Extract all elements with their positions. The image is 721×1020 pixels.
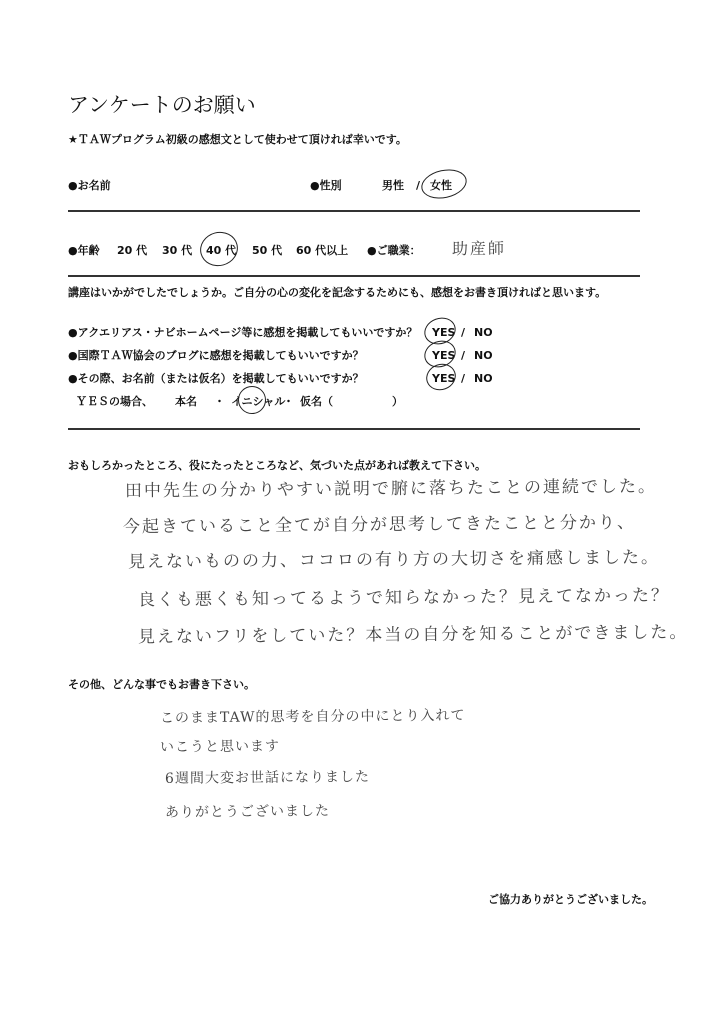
divider bbox=[68, 210, 640, 212]
other-line[interactable]: 6週間大変お世話になりました bbox=[164, 769, 370, 787]
gender-option-female[interactable]: 女性 bbox=[430, 179, 452, 192]
feedback-line[interactable]: 今起きていること全てが自分が思考してきたことと分かり、 bbox=[122, 512, 637, 538]
permission-no[interactable]: NO bbox=[474, 326, 493, 339]
footer-thanks: ご協力ありがとうございました。 bbox=[488, 893, 653, 906]
feedback-line[interactable]: 田中先生の分かりやすい説明で腑に落ちたことの連続でした。 bbox=[124, 476, 658, 502]
permission-question: ●国際ＴＡＷ協会のブログに感想を掲載してもいいですか？ bbox=[68, 349, 364, 362]
name-format-real[interactable]: 本名 bbox=[175, 395, 197, 408]
age-option-60-plus[interactable]: 60 代以上 bbox=[296, 244, 349, 257]
other-line[interactable]: このままTAW的思考を自分の中にとり入れて bbox=[159, 707, 466, 727]
age-label: ●年齢 bbox=[68, 244, 100, 257]
gender-separator: / bbox=[416, 179, 421, 192]
name-format-initial[interactable]: イニシャル bbox=[231, 395, 286, 408]
occupation-label: ●ご職業： bbox=[367, 244, 421, 257]
gender-option-male[interactable]: 男性 bbox=[382, 179, 404, 192]
permission-separator: / bbox=[461, 372, 466, 385]
permission-yes[interactable]: YES bbox=[432, 349, 456, 362]
selection-circle bbox=[419, 166, 470, 203]
name-label: ●お名前 bbox=[68, 179, 111, 192]
other-line[interactable]: ありがとうございました bbox=[164, 803, 331, 821]
age-option-30[interactable]: 30 代 bbox=[162, 244, 193, 257]
occupation-value[interactable]: 助産師 bbox=[451, 238, 507, 259]
intro-text: 講座はいかがでしたでしょうか。ご自分の心の変化を記念するためにも、感想をお書き頂ければと思います。 bbox=[68, 286, 607, 299]
gender-label: ●性別 bbox=[310, 179, 342, 192]
name-format-label: ＹＥＳの場合、 bbox=[76, 395, 153, 408]
separator: ・ bbox=[283, 395, 294, 408]
divider bbox=[68, 428, 640, 430]
age-option-40[interactable]: 40 代 bbox=[206, 244, 237, 257]
name-format-pseudonym[interactable]: 仮名（ bbox=[300, 395, 333, 408]
feedback-line[interactable]: 良くも悪くも知ってるようで知らなかった？見えてなかった？ bbox=[137, 585, 671, 611]
permission-yes[interactable]: YES bbox=[432, 372, 456, 385]
permission-separator: / bbox=[461, 326, 466, 339]
permission-question: ●その際、お名前（または仮名）を掲載してもいいですか？ bbox=[68, 372, 364, 385]
pseudonym-close: ） bbox=[392, 395, 403, 408]
divider bbox=[68, 275, 640, 277]
age-option-20[interactable]: 20 代 bbox=[117, 244, 148, 257]
separator: ・ bbox=[214, 395, 225, 408]
page-title: アンケートのお願い bbox=[68, 93, 256, 117]
other-prompt: その他、どんな事でもお書き下さい。 bbox=[68, 678, 255, 691]
selection-circle bbox=[196, 228, 242, 271]
age-option-50[interactable]: 50 代 bbox=[252, 244, 283, 257]
feedback-prompt: おもしろかったところ、役にたったところなど、気づいた点があれば教えて下さい。 bbox=[68, 459, 486, 472]
permission-no[interactable]: NO bbox=[474, 372, 493, 385]
permission-question: ●アクエリアス・ナビホームページ等に感想を掲載してもいいですか？ bbox=[68, 326, 418, 339]
subtitle: ★ＴＡＷプログラム初級の感想文として使わせて頂ければ幸いです。 bbox=[68, 133, 407, 146]
feedback-line[interactable]: 見えないものの力、ココロの有り方の大切さを痛感しました。 bbox=[127, 547, 661, 573]
permission-separator: / bbox=[461, 349, 466, 362]
feedback-line[interactable]: 見えないフリをしていた？本当の自分を知ることができました。 bbox=[137, 622, 689, 648]
permission-no[interactable]: NO bbox=[474, 349, 493, 362]
other-line[interactable]: いこうと思います bbox=[159, 738, 281, 756]
selection-circle bbox=[238, 386, 266, 414]
permission-yes[interactable]: YES bbox=[432, 326, 456, 339]
